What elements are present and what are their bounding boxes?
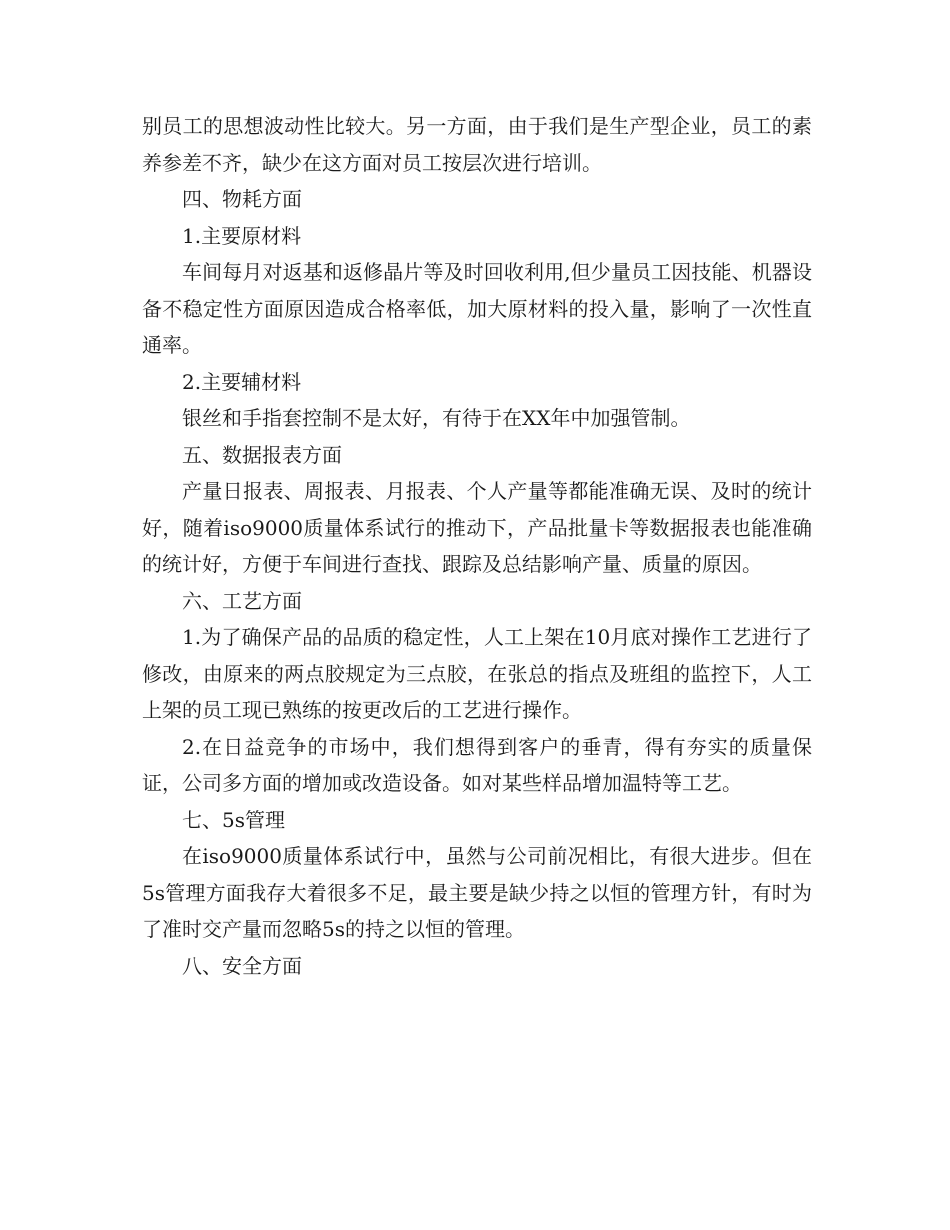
paragraph-auxiliary-materials: 银丝和手指套控制不是太好，有待于在XX年中加强管制。: [182, 406, 691, 430]
section-heading-materials: 四、物耗方面: [182, 187, 302, 211]
section-heading-process: 六、工艺方面: [182, 588, 302, 613]
subheading-auxiliary-materials: 2.主要辅材料: [182, 369, 302, 394]
paragraph-data-reports: 产量日报表、周报表、月报表、个人产量等都能准确无误、及时的统计好，随着iso9000质量体系试行的推动下，产品批量卡等数据报表也能准确的统计好，方便于车间进行查找、跟踪及总结影响产量、质量的原因。: [142, 479, 812, 576]
section-heading-5s: 七、5s管理: [182, 807, 285, 832]
paragraph-5s: 在iso9000质量体系试行中，虽然与公司前况相比，有很大进步。但在5s管理方面我存大着很多不足，最主要是缺少持之以恒的管理方针，有时为了准时交产量而忽略5s的持之以恒的管理。: [142, 844, 812, 941]
paragraph-process-2: 2.在日益竞争的市场中，我们想得到客户的垂青，得有夯实的质量保证，公司多方面的增加或改造设备。如对某些样品增加温特等工艺。: [142, 734, 812, 795]
paragraph-continuation: 别员工的思想波动性比较大。另一方面，由于我们是生产型企业，员工的素养参差不齐，缺少在这方面对员工按层次进行培训。: [142, 114, 812, 175]
section-heading-data-reports: 五、数据报表方面: [182, 442, 342, 467]
paragraph-raw-materials: 车间每月对返基和返修晶片等及时回收利用,但少量员工因技能、机器设备不稳定性方面原因造成合格率低，加大原材料的投入量，影响了一次性直通率。: [142, 260, 812, 357]
subheading-raw-materials: 1.主要原材料: [182, 223, 302, 248]
paragraph-process-1: 1.为了确保产品的品质的稳定性，人工上架在10月底对操作工艺进行了修改，由原来的两点胶规定为三点胶，在张总的指点及班组的监控下，人工上架的员工现已熟练的按更改后的工艺进行操作。: [142, 625, 812, 722]
document-body: [142, 108, 812, 984]
section-heading-safety: 八、安全方面: [182, 953, 302, 978]
